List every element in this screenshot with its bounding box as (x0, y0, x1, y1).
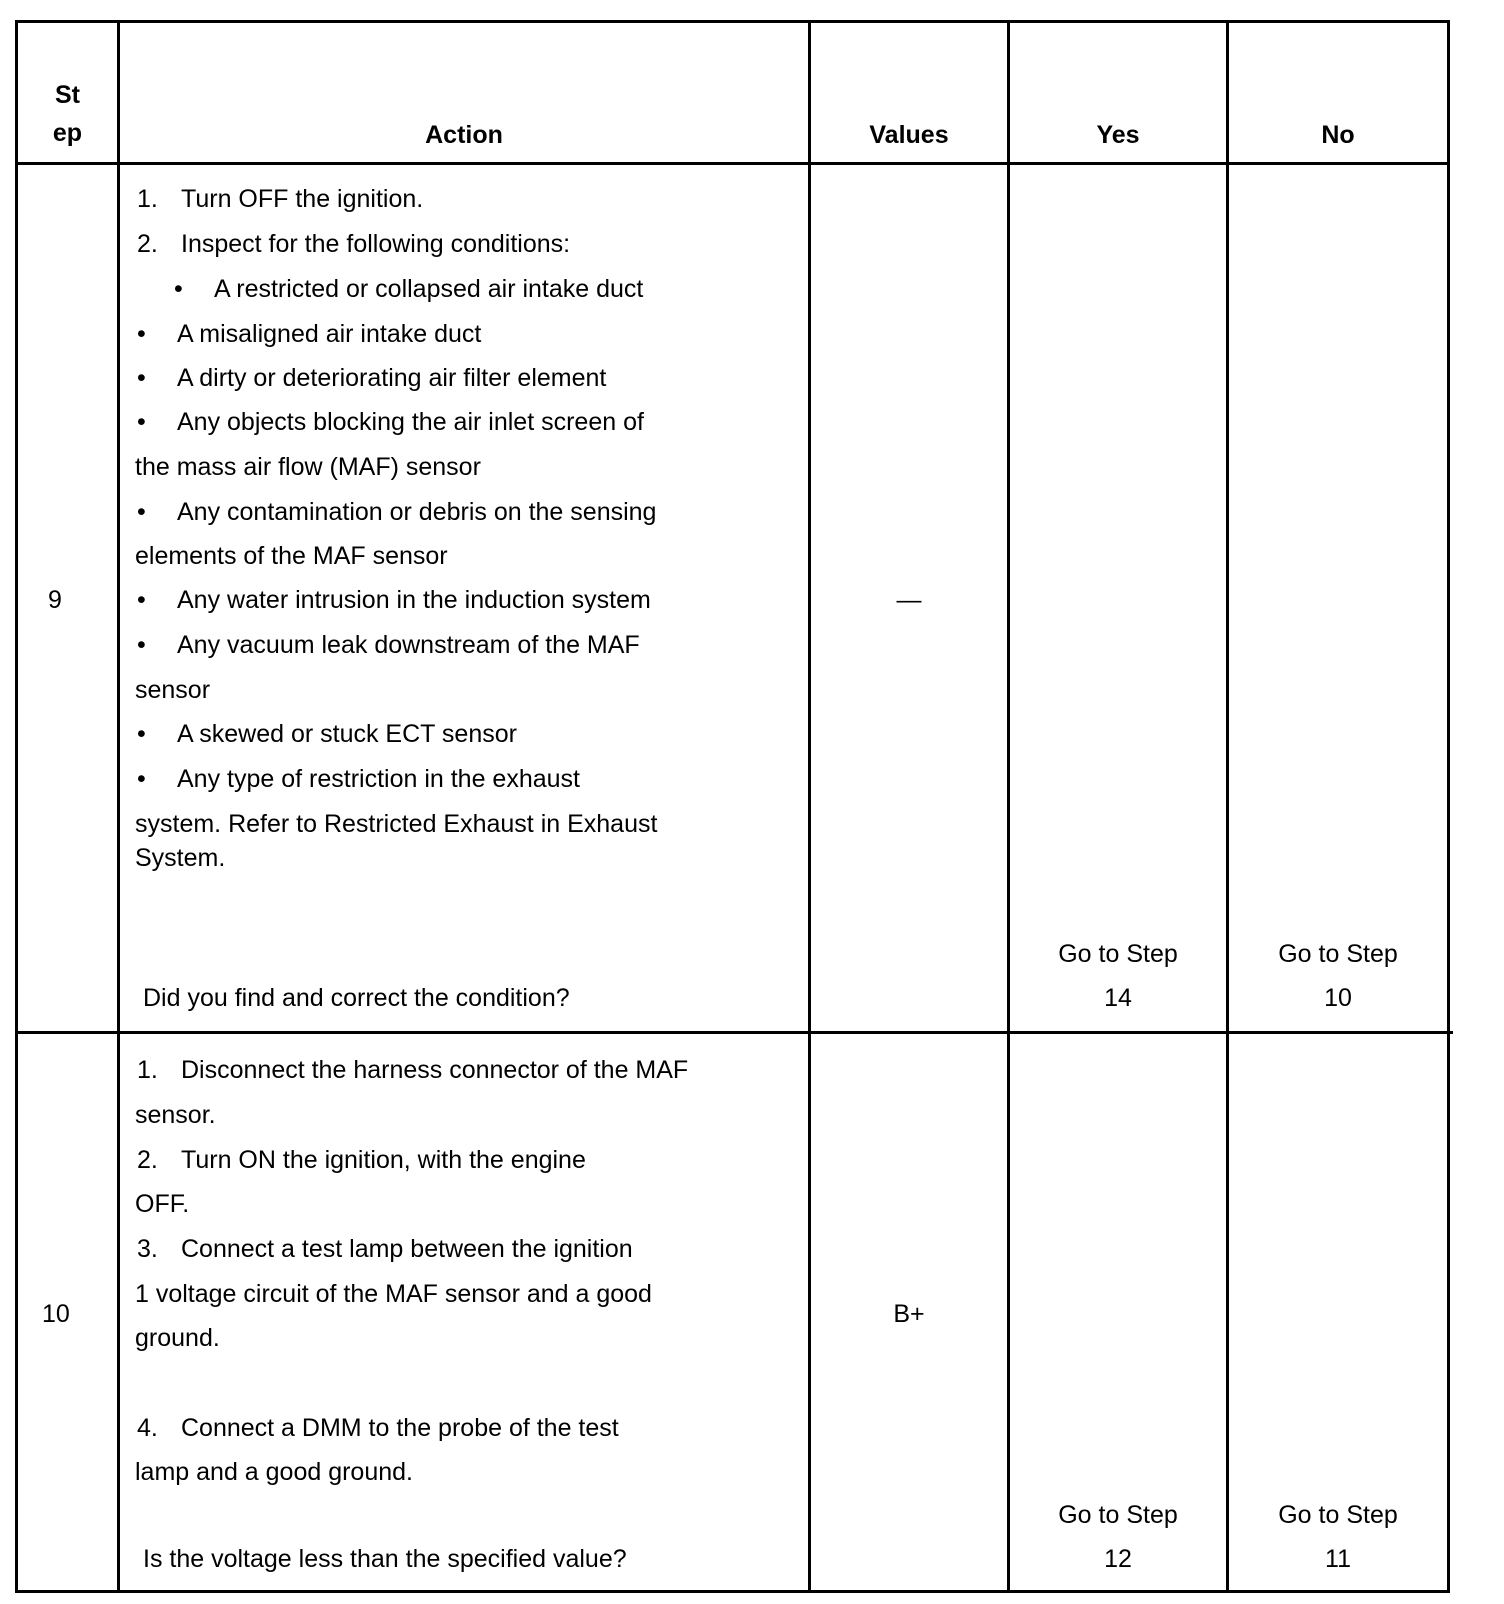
bullet-marker: • (137, 631, 146, 659)
line-text: Disconnect the harness connector of the MAF (181, 1056, 689, 1084)
column-divider-yes (1226, 20, 1229, 1593)
continuation-line (135, 1099, 216, 1131)
values-cell: — (896, 586, 922, 614)
table-border-top (15, 20, 1450, 23)
line-text: System. (135, 844, 226, 872)
continuation-line (135, 1278, 652, 1310)
continuation-line (135, 1322, 220, 1354)
header-step-line2: ep (52, 119, 83, 147)
continuation-line (135, 1456, 413, 1488)
table-border-bottom (15, 1590, 1450, 1593)
bullet-item (174, 273, 643, 305)
line-text: Any type of restriction in the exhaust (177, 765, 580, 793)
line-text: A dirty or deteriorating air filter element (177, 364, 607, 392)
numbered-step (137, 183, 423, 215)
header-divider (15, 162, 1450, 165)
line-text: elements of the MAF sensor (135, 542, 448, 570)
action-question: Did you find and correct the condition? (143, 984, 570, 1012)
step-marker: 2. (137, 1146, 158, 1174)
header-values: Values (869, 121, 949, 149)
yes-go-to-step: 14 (1104, 984, 1132, 1012)
line-text: sensor (135, 676, 211, 704)
bullet-marker: • (137, 498, 146, 526)
line-text: Any vacuum leak downstream of the MAF (177, 631, 640, 659)
no-go-to-label: Go to Step (1278, 940, 1398, 968)
bullet-marker: • (137, 364, 146, 392)
line-text: Any objects blocking the air inlet screen of (177, 408, 644, 436)
numbered-step (137, 228, 570, 260)
bullet-item (137, 318, 481, 350)
yes-go-to-label: Go to Step (1058, 1501, 1178, 1529)
header-no: No (1321, 121, 1355, 149)
line-text: lamp and a good ground. (135, 1458, 413, 1486)
continuation-line (135, 1188, 189, 1220)
continuation-line (135, 451, 481, 483)
no-go-to-step: 11 (1325, 1545, 1351, 1573)
numbered-step (137, 1233, 633, 1265)
line-text: Any water intrusion in the induction system (177, 586, 651, 614)
yes-go-to-step: 12 (1104, 1545, 1132, 1573)
no-go-to-step: 10 (1324, 984, 1352, 1012)
step-marker: 3. (137, 1235, 158, 1263)
step-marker: 2. (137, 230, 158, 258)
header-yes: Yes (1096, 121, 1140, 149)
bullet-marker: • (137, 320, 146, 348)
continuation-line (135, 842, 225, 874)
numbered-step (137, 1412, 619, 1444)
line-text: A misaligned air intake duct (177, 320, 482, 348)
continuation-line (135, 674, 210, 706)
bullet-marker: • (137, 408, 146, 436)
bullet-item (137, 763, 580, 795)
step-marker: 4. (137, 1414, 158, 1442)
bullet-marker: • (174, 275, 183, 303)
step-marker: 1. (137, 1056, 158, 1084)
line-text: ground. (135, 1324, 220, 1352)
table-border-right (1447, 20, 1450, 1593)
action-question: Is the voltage less than the specified value? (143, 1545, 627, 1573)
no-go-to-label: Go to Step (1278, 1501, 1398, 1529)
header-step-line1: St (55, 81, 80, 109)
line-text: Connect a test lamp between the ignition (181, 1235, 633, 1263)
column-divider-step (117, 20, 120, 1593)
line-text: OFF. (135, 1190, 190, 1218)
line-text: A restricted or collapsed air intake duct (214, 275, 644, 303)
bullet-item (137, 362, 606, 394)
bullet-item (137, 629, 640, 661)
numbered-step (137, 1144, 586, 1176)
line-text: Turn ON the ignition, with the engine (181, 1146, 586, 1174)
bullet-item (137, 718, 517, 750)
step-number: 10 (42, 1300, 70, 1328)
step-number: 9 (48, 586, 62, 614)
line-text: Any contamination or debris on the sensing (177, 498, 657, 526)
bullet-item (137, 584, 651, 616)
line-text: Connect a DMM to the probe of the test (181, 1414, 619, 1442)
bullet-marker: • (137, 586, 146, 614)
numbered-step (137, 1054, 688, 1086)
column-divider-values (1007, 20, 1010, 1593)
header-action: Action (425, 121, 503, 149)
bullet-marker: • (137, 765, 146, 793)
continuation-line (135, 540, 448, 572)
row-divider (15, 1031, 1453, 1034)
yes-go-to-label: Go to Step (1058, 940, 1178, 968)
line-text: the mass air flow (MAF) sensor (135, 453, 481, 481)
column-divider-action (808, 20, 811, 1593)
values-cell: B+ (893, 1300, 925, 1328)
line-text: system. Refer to Restricted Exhaust in Exhaust (135, 810, 658, 838)
line-text: 1 voltage circuit of the MAF sensor and a good (135, 1280, 652, 1308)
line-text: sensor. (135, 1101, 216, 1129)
bullet-marker: • (137, 720, 146, 748)
table-border-left (15, 20, 18, 1593)
step-marker: 1. (137, 185, 158, 213)
bullet-item (137, 496, 656, 528)
line-text: A skewed or stuck ECT sensor (177, 720, 517, 748)
bullet-item (137, 406, 644, 438)
header-step (18, 76, 117, 152)
continuation-line (135, 808, 657, 840)
line-text: Inspect for the following conditions: (181, 230, 571, 258)
line-text: Turn OFF the ignition. (181, 185, 424, 213)
